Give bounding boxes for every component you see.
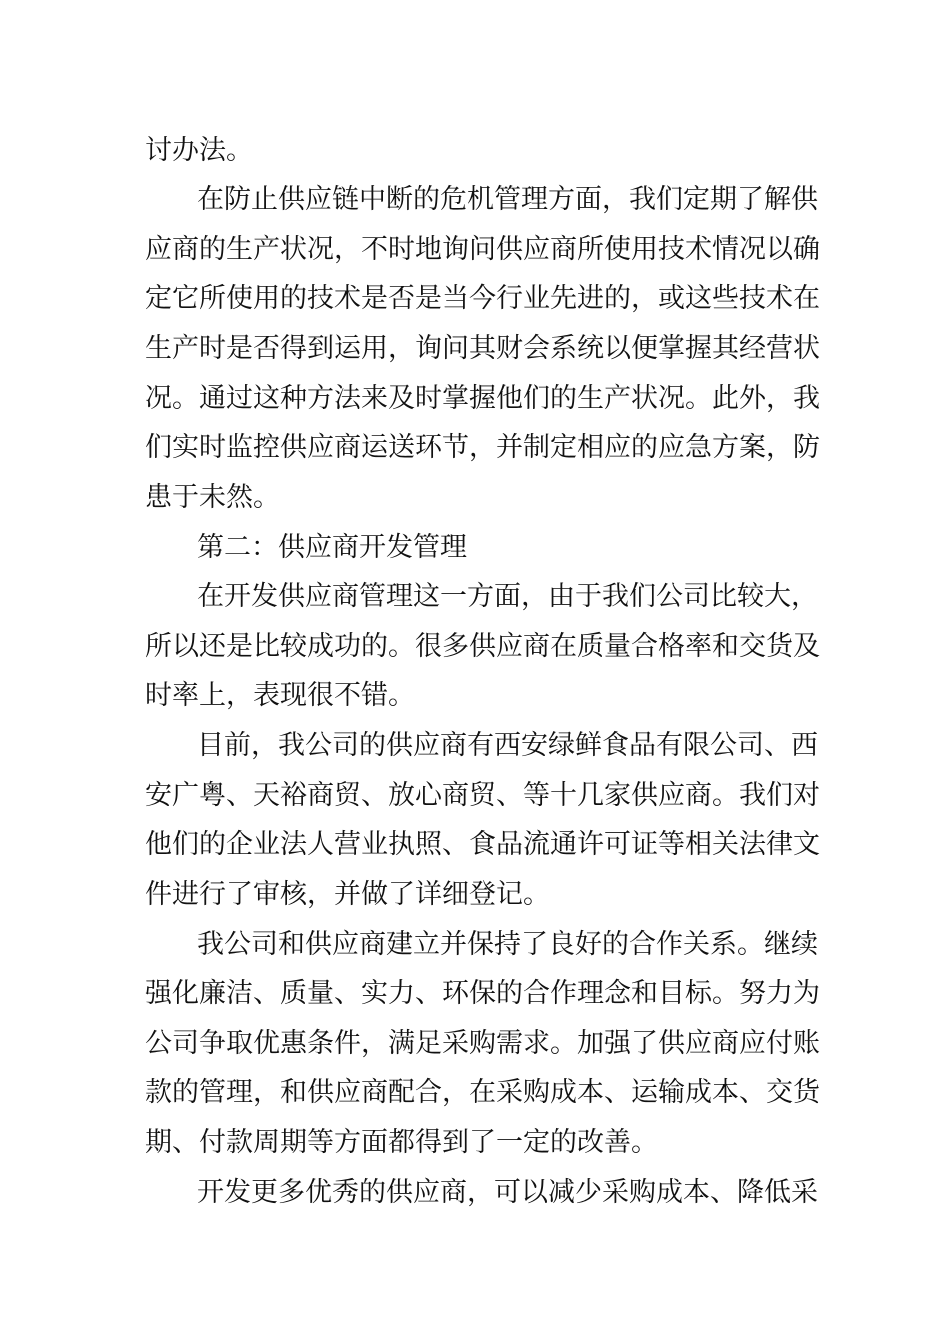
text-line: 们实时监控供应商运送环节，并制定相应的应急方案，防 bbox=[145, 432, 820, 463]
text-line: 开发更多优秀的供应商，可以减少采购成本、降低采 bbox=[197, 1177, 818, 1208]
text-line: 他们的企业法人营业执照、食品流通许可证等相关法律文 bbox=[145, 829, 820, 860]
text-line: 况。通过这种方法来及时掌握他们的生产状况。此外，我 bbox=[145, 383, 820, 414]
text-line: 期、付款周期等方面都得到了一定的改善。 bbox=[145, 1127, 658, 1158]
section-heading: 第二：供应商开发管理 bbox=[197, 532, 467, 563]
text-line: 生产时是否得到运用，询问其财会系统以便掌握其经营状 bbox=[145, 333, 820, 364]
text-line: 时率上，表现很不错。 bbox=[145, 680, 415, 711]
text-line: 在防止供应链中断的危机管理方面，我们定期了解供 bbox=[197, 184, 818, 215]
text-line: 定它所使用的技术是否是当今行业先进的，或这些技术在 bbox=[145, 283, 820, 314]
text-line: 在开发供应商管理这一方面，由于我们公司比较大， bbox=[197, 581, 818, 612]
text-line: 患于未然。 bbox=[145, 482, 280, 513]
text-line: 款的管理，和供应商配合，在采购成本、运输成本、交货 bbox=[145, 1077, 820, 1108]
text-line: 件进行了审核，并做了详细登记。 bbox=[145, 879, 550, 910]
text-line: 安广粤、天裕商贸、放心商贸、等十几家供应商。我们对 bbox=[145, 780, 820, 811]
text-line: 公司争取优惠条件，满足采购需求。加强了供应商应付账 bbox=[145, 1028, 820, 1059]
text-line: 所以还是比较成功的。很多供应商在质量合格率和交货及 bbox=[145, 631, 820, 662]
text-line: 我公司和供应商建立并保持了良好的合作关系。继续 bbox=[197, 929, 818, 960]
text-line: 强化廉洁、质量、实力、环保的合作理念和目标。努力为 bbox=[145, 978, 820, 1009]
text-line: 讨办法。 bbox=[145, 135, 253, 166]
text-line: 目前，我公司的供应商有西安绿鲜食品有限公司、西 bbox=[197, 730, 818, 761]
text-line: 应商的生产状况，不时地询问供应商所使用技术情况以确 bbox=[145, 234, 820, 265]
